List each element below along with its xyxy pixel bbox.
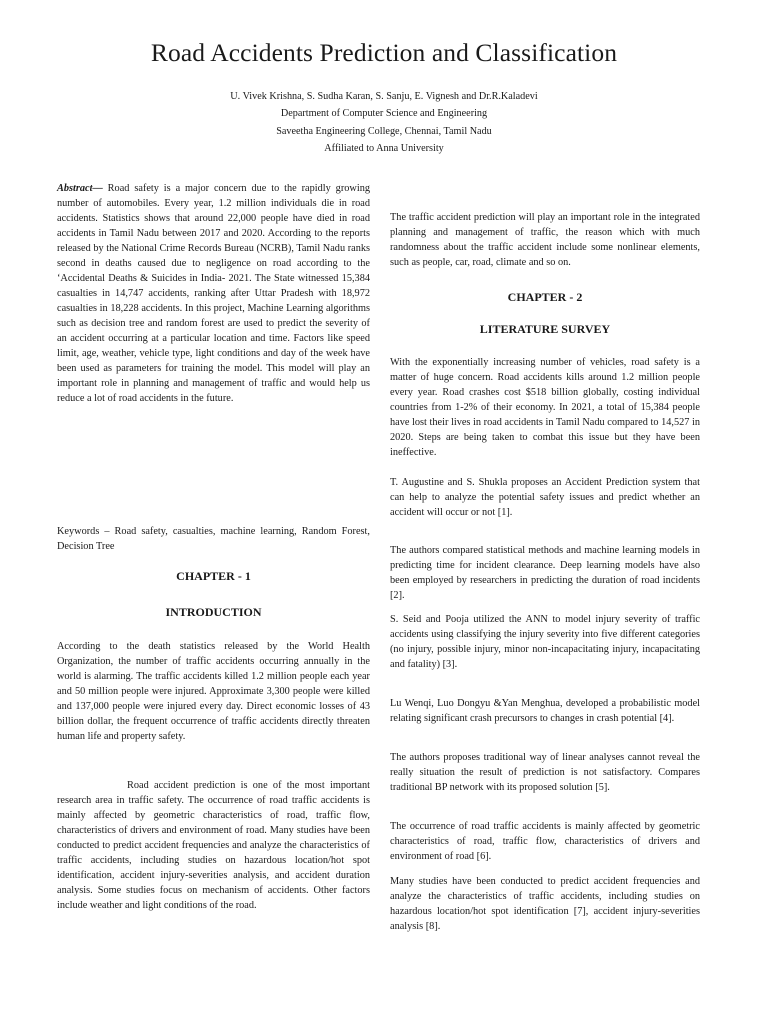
introduction-heading: INTRODUCTION: [165, 605, 262, 619]
chapter-1-heading: CHAPTER - 1: [176, 569, 251, 583]
chapter-2-heading: CHAPTER - 2: [507, 290, 583, 304]
literature-paragraph-7: The occurrence of road traffic accidents is mainly affected by geometric characteristics of road, traffic flow, characteristics of drivers and environment of road [6].: [390, 821, 700, 862]
literature-paragraph-5: Lu Wenqi, Luo Dongyu &Yan Menghua, developed a probabilistic model relating significant crash precursors to changes in crash potential [4].: [390, 698, 700, 724]
author-college: Saveetha Engineering College, Chennai, Tamil Nadu: [276, 125, 492, 137]
literature-paragraph-8: Many studies have been conducted to predict accident frequencies and analyze the characteristics of traffic accidents, including studies on hazardous location/hot spot identification [7], accident injury-severities analysis [8].: [390, 876, 700, 932]
keywords-paragraph: Keywords – Road safety, casualties, machine learning, Random Forest, Decision Tree: [57, 526, 370, 552]
author-department: Department of Computer Science and Engineering: [280, 108, 488, 120]
left-column: [57, 181, 370, 941]
abstract-label: Abstract—: [57, 183, 103, 194]
literature-paragraph-6: The authors proposes traditional way of linear analyses cannot reveal the really situation the result of prediction is not satisfactory. Compares traditional BP network with its proposed solution [5].: [390, 752, 700, 793]
abstract-text: Road safety is a major concern due to the rapidly growing number of automobiles. Every year, 1.2 million individuals die in road accidents. Statistics shows that around 22,000 people have died in road accidents in Tamil Nadu between 2017 and 2020. According to the reports released by the National Crime Records Bureau (NCRB), Tamil Nadu ranks second in deaths caused due to negligence on road according to the ‘Accidental Deaths & Suicides in India- 2021. The State witnessed 15,384 casualties in 14,747 accidents, ranking after Uttar Pradesh with 18,972 casualties in 18,228 accidents. In this project, Machine Learning algorithms such as decision tree and random forest are used to predict the severity of an accident occurring at a particular location and time. Factors like speed limit, age, weather, vehicle type, light conditions and day of the week have been used as parameters for training the model. This model will play an important role in planning and management of traffic and would help us reduce a lot of road accidents in the future.: [57, 183, 370, 404]
intro-paragraph-2: Road accident prediction is one of the most important research area in traffic safety. The occurrence of road traffic accidents is mainly affected by geometric characteristics of road, traffic flow, characteristics of drivers and environment of road. Many studies have been conducted to predict accident frequencies and analyze the characteristics of traffic accidents, including studies on hazardous location/hot spot identification, accident injury-severities analysis, and accident duration analysis. Some studies focus on mechanism of accidents. Other factors include weather and light conditions of the road.: [57, 780, 370, 911]
prediction-paragraph: The traffic accident prediction will play an important role in the integrated planning and management of traffic, the reason which with much randomness about the traffic accident include some nonlinear elements, such as people, car, road, climate and so on.: [390, 212, 700, 268]
right-column: [390, 210, 700, 950]
author-affiliation: Affiliated to Anna University: [324, 142, 444, 154]
author-block: [0, 88, 768, 157]
abstract-paragraph: [57, 181, 370, 406]
literature-paragraph-4: S. Seid and Pooja utilized the ANN to model injury severity of traffic accidents using classifying the injury severity into five different categories (no injury, possible injury, minor non-incapacitating injury, incapacitating and fatality) [3].: [390, 614, 700, 670]
author-names: U. Vivek Krishna, S. Sudha Karan, S. Sanju, E. Vignesh and Dr.R.Kaladevi: [230, 91, 538, 102]
intro-paragraph-1: According to the death statistics released by the World Health Organization, the number of traffic accidents occurring annually in the world is alarming. The traffic accidents killed 1.2 million people each year and 50 million people were injured. Approximate 3,300 people were killed and 137,000 people were injured every day. Direct economic losses of 43 billion dollar, the frequent occurrence of traffic accidents directly threaten human life and property safety.: [57, 641, 370, 742]
literature-survey-heading: LITERATURE SURVEY: [479, 322, 611, 336]
literature-paragraph-2: T. Augustine and S. Shukla proposes an Accident Prediction system that can help to analyze the potential safety issues and predict whether an accident will occur or not [1].: [390, 477, 700, 518]
literature-paragraph-3: The authors compared statistical methods and machine learning models in predicting time for incident clearance. Deep learning models have also been employed by researchers in predicting the duration of road incidents [2].: [390, 545, 700, 601]
paper-title: Road Accidents Prediction and Classification: [150, 38, 618, 67]
literature-paragraph-1: With the exponentially increasing number of vehicles, road safety is a matter of huge concern. Road accidents kills around 1.2 million people every year. Road crashes cost $518 billion globally, costing individual countries from 1-2% of their economy. In 2021, a total of 15,384 people have lost their lives in road accidents in Tamil Nadu compared to 14,527 in 2020. Steps are being taken to combat this issue but they have been ineffective.: [390, 357, 700, 458]
